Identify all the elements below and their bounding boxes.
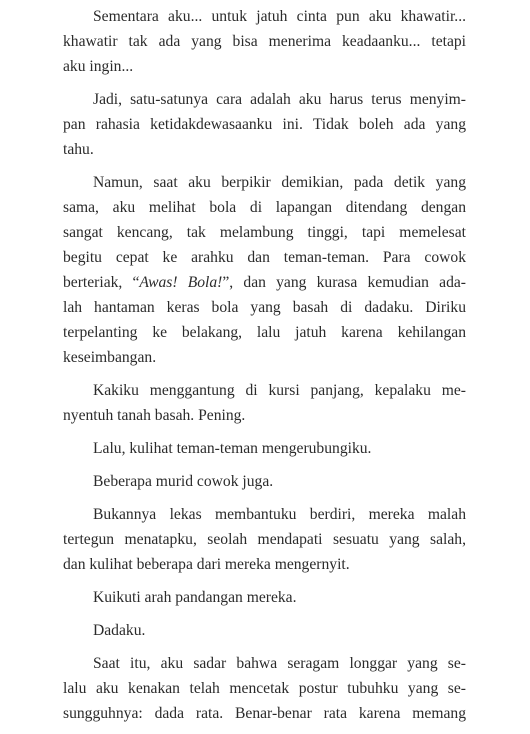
text-line: sama, aku melihat bola di lapangan ditendang dengan: [63, 199, 466, 216]
text-line: khawatir tak ada yang bisa menerima keadaanku... tetapi: [63, 33, 466, 50]
italic-exclamation: Awas! Bola!: [139, 274, 223, 291]
text-line: Kakiku menggantung di kursi panjang, kepalaku me-: [93, 382, 466, 399]
text-line: Lalu, kulihat teman-teman mengerubungiku.: [93, 440, 372, 457]
text-segment: ”, dan yang kurasa kemudian ada-: [222, 274, 466, 291]
text-line: aku ingin...: [63, 58, 134, 75]
paragraph-7: [33, 502, 466, 577]
text-line: Beberapa murid cowok juga.: [93, 473, 274, 490]
book-page: [33, 4, 466, 734]
paragraph-9: [33, 618, 466, 643]
text-line-with-italic: [33, 270, 466, 295]
paragraph-6: [33, 469, 466, 494]
text-segment: berteriak, “: [63, 274, 140, 291]
text-line: sungguhnya: dada rata. Benar-benar rata karena memang: [63, 705, 466, 722]
text-line: lalu aku kenakan telah mencetak postur tubuhku yang se-: [63, 680, 466, 697]
paragraph-10: [33, 651, 466, 726]
paragraph-4: [33, 378, 466, 428]
paragraph-3: [33, 170, 466, 370]
text-line: tahu.: [63, 141, 94, 158]
text-line: Bukannya lekas membantuku berdiri, mereka malah: [93, 506, 466, 523]
text-line: pan rahasia ketidakdewasaanku ini. Tidak boleh ada yang: [63, 116, 466, 133]
text-line: nyentuh tanah basah. Pening.: [63, 407, 246, 424]
text-line: Saat itu, aku sadar bahwa seragam longgar yang se-: [93, 655, 466, 672]
paragraph-8: [33, 585, 466, 610]
paragraph-1: [33, 4, 466, 79]
text-line: Namun, saat aku berpikir demikian, pada detik yang: [93, 174, 466, 191]
text-line: sangat kencang, tak melambung tinggi, tapi memelesat: [63, 224, 466, 241]
text-line: Kuikuti arah pandangan mereka.: [93, 589, 297, 606]
text-line: dan kulihat beberapa dari mereka mengernyit.: [63, 556, 350, 573]
text-line: terpelanting ke belakang, lalu jatuh karena kehilangan: [63, 324, 466, 341]
text-line: Jadi, satu-satunya cara adalah aku harus terus menyim-: [93, 91, 466, 108]
text-line: keseimbangan.: [63, 349, 157, 366]
text-line: begitu cepat ke arahku dan teman-teman. Para cowok: [63, 249, 466, 266]
text-line: Dadaku.: [93, 622, 146, 639]
text-line: Sementara aku... untuk jatuh cinta pun aku khawatir...: [93, 8, 466, 25]
paragraph-2: [33, 87, 466, 162]
text-line: lah hantaman keras bola yang basah di dadaku. Diriku: [63, 299, 466, 316]
paragraph-5: [33, 436, 466, 461]
text-line: tertegun menatapku, seolah mendapati sesuatu yang salah,: [63, 531, 466, 548]
